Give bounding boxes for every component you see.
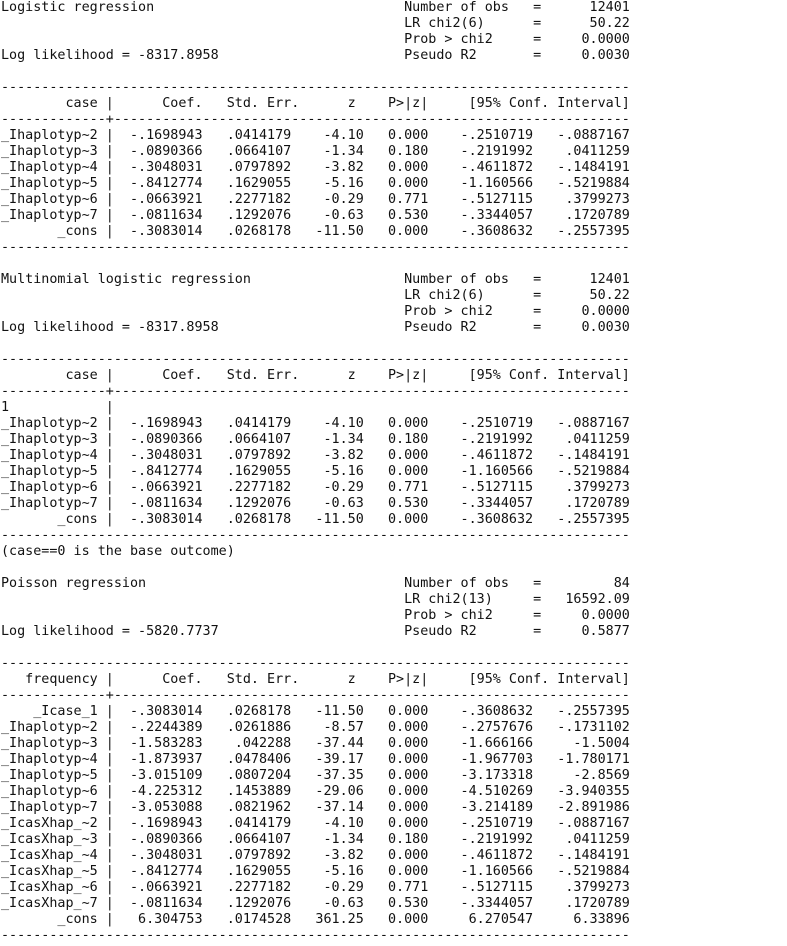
output-line: LR chi2(13) = 16592.09: [1, 592, 630, 607]
output-line: LR chi2(6) = 50.22: [1, 16, 630, 31]
output-line: _Ihaplotyp~6 | -.0663921 .2277182 -0.29 0.771 -.5127115 .3799273: [1, 192, 630, 207]
output-line: Prob > chi2 = 0.0000: [1, 608, 630, 623]
output-line: _Ihaplotyp~5 | -.8412774 .1629055 -5.16 0.000 -1.160566 -.5219884: [1, 464, 630, 479]
output-line: LR chi2(6) = 50.22: [1, 288, 630, 303]
output-line: _Ihaplotyp~7 | -.0811634 .1292076 -0.63 0.530 -.3344057 .1720789: [1, 208, 630, 223]
output-line: Prob > chi2 = 0.0000: [1, 32, 630, 47]
output-line: Logistic regression Number of obs = 12401: [1, 0, 630, 15]
separator-line: ------------------------------------------------------------------------------: [1, 528, 630, 543]
separator-line: -------------+----------------------------------------------------------------: [1, 688, 630, 703]
output-line: 1 |: [1, 400, 114, 415]
output-line: Prob > chi2 = 0.0000: [1, 304, 630, 319]
output-line: _Ihaplotyp~3 | -.0890366 .0664107 -1.34 0.180 -.2191992 .0411259: [1, 144, 630, 159]
blank-line: [1, 336, 630, 352]
output-line: _cons | -.3083014 .0268178 -11.50 0.000 -.3608632 -.2557395: [1, 512, 630, 527]
output-line: _Ihaplotyp~2 | -.1698943 .0414179 -4.10 0.000 -.2510719 -.0887167: [1, 416, 630, 431]
separator-line: ------------------------------------------------------------------------------: [1, 80, 630, 95]
output-line: _Ihaplotyp~4 | -1.873937 .0478406 -39.17 0.000 -1.967703 -1.780171: [1, 752, 630, 767]
output-line: _IcasXhap_~6 | -.0663921 .2277182 -0.29 0.771 -.5127115 .3799273: [1, 880, 630, 895]
output-line: _Icase_1 | -.3083014 .0268178 -11.50 0.000 -.3608632 -.2557395: [1, 704, 630, 719]
blank-line: [1, 64, 630, 80]
output-line: _cons | 6.304753 .0174528 361.25 0.000 6.270547 6.33896: [1, 912, 630, 927]
output-line: _Ihaplotyp~6 | -4.225312 .1453889 -29.06 0.000 -4.510269 -3.940355: [1, 784, 630, 799]
output-line: _Ihaplotyp~2 | -.2244389 .0261886 -8.57 0.000 -.2757676 -.1731102: [1, 720, 630, 735]
output-line: _Ihaplotyp~6 | -.0663921 .2277182 -0.29 0.771 -.5127115 .3799273: [1, 480, 630, 495]
output-line: _IcasXhap_~7 | -.0811634 .1292076 -0.63 0.530 -.3344057 .1720789: [1, 896, 630, 911]
blank-line: [1, 256, 630, 272]
output-line: _Ihaplotyp~4 | -.3048031 .0797892 -3.82 0.000 -.4611872 -.1484191: [1, 448, 630, 463]
output-line: case | Coef. Std. Err. z P>|z| [95% Conf. Interval]: [1, 96, 630, 111]
stata-output: [1, 0, 630, 944]
output-line: _cons | -.3083014 .0268178 -11.50 0.000 -.3608632 -.2557395: [1, 224, 630, 239]
output-line: _IcasXhap_~3 | -.0890366 .0664107 -1.34 0.180 -.2191992 .0411259: [1, 832, 630, 847]
output-line: (case==0 is the base outcome): [1, 544, 235, 559]
output-line: Log likelihood = -8317.8958 Pseudo R2 = 0.0030: [1, 48, 630, 63]
output-line: Log likelihood = -8317.8958 Pseudo R2 = 0.0030: [1, 320, 630, 335]
output-line: _Ihaplotyp~3 | -1.583283 .042288 -37.44 0.000 -1.666166 -1.5004: [1, 736, 630, 751]
separator-line: -------------+----------------------------------------------------------------: [1, 384, 630, 399]
output-line: case | Coef. Std. Err. z P>|z| [95% Conf. Interval]: [1, 368, 630, 383]
output-line: _Ihaplotyp~5 | -3.015109 .0807204 -37.35 0.000 -3.173318 -2.8569: [1, 768, 630, 783]
output-line: _IcasXhap_~2 | -.1698943 .0414179 -4.10 0.000 -.2510719 -.0887167: [1, 816, 630, 831]
output-line: _Ihaplotyp~7 | -3.053088 .0821962 -37.14 0.000 -3.214189 -2.891986: [1, 800, 630, 815]
blank-line: [1, 560, 630, 576]
separator-line: ------------------------------------------------------------------------------: [1, 928, 630, 943]
separator-line: ------------------------------------------------------------------------------: [1, 352, 630, 367]
output-line: Log likelihood = -5820.7737 Pseudo R2 = 0.5877: [1, 624, 630, 639]
separator-line: ------------------------------------------------------------------------------: [1, 656, 630, 671]
output-line: _IcasXhap_~4 | -.3048031 .0797892 -3.82 0.000 -.4611872 -.1484191: [1, 848, 630, 863]
output-line: _IcasXhap_~5 | -.8412774 .1629055 -5.16 0.000 -1.160566 -.5219884: [1, 864, 630, 879]
output-line: _Ihaplotyp~7 | -.0811634 .1292076 -0.63 0.530 -.3344057 .1720789: [1, 496, 630, 511]
output-line: frequency | Coef. Std. Err. z P>|z| [95% Conf. Interval]: [1, 672, 630, 687]
separator-line: -------------+----------------------------------------------------------------: [1, 112, 630, 127]
output-line: _Ihaplotyp~4 | -.3048031 .0797892 -3.82 0.000 -.4611872 -.1484191: [1, 160, 630, 175]
output-line: _Ihaplotyp~3 | -.0890366 .0664107 -1.34 0.180 -.2191992 .0411259: [1, 432, 630, 447]
output-line: Multinomial logistic regression Number of obs = 12401: [1, 272, 630, 287]
output-line: _Ihaplotyp~5 | -.8412774 .1629055 -5.16 0.000 -1.160566 -.5219884: [1, 176, 630, 191]
separator-line: ------------------------------------------------------------------------------: [1, 240, 630, 255]
output-line: _Ihaplotyp~2 | -.1698943 .0414179 -4.10 0.000 -.2510719 -.0887167: [1, 128, 630, 143]
blank-line: [1, 640, 630, 656]
output-line: Poisson regression Number of obs = 84: [1, 576, 630, 591]
